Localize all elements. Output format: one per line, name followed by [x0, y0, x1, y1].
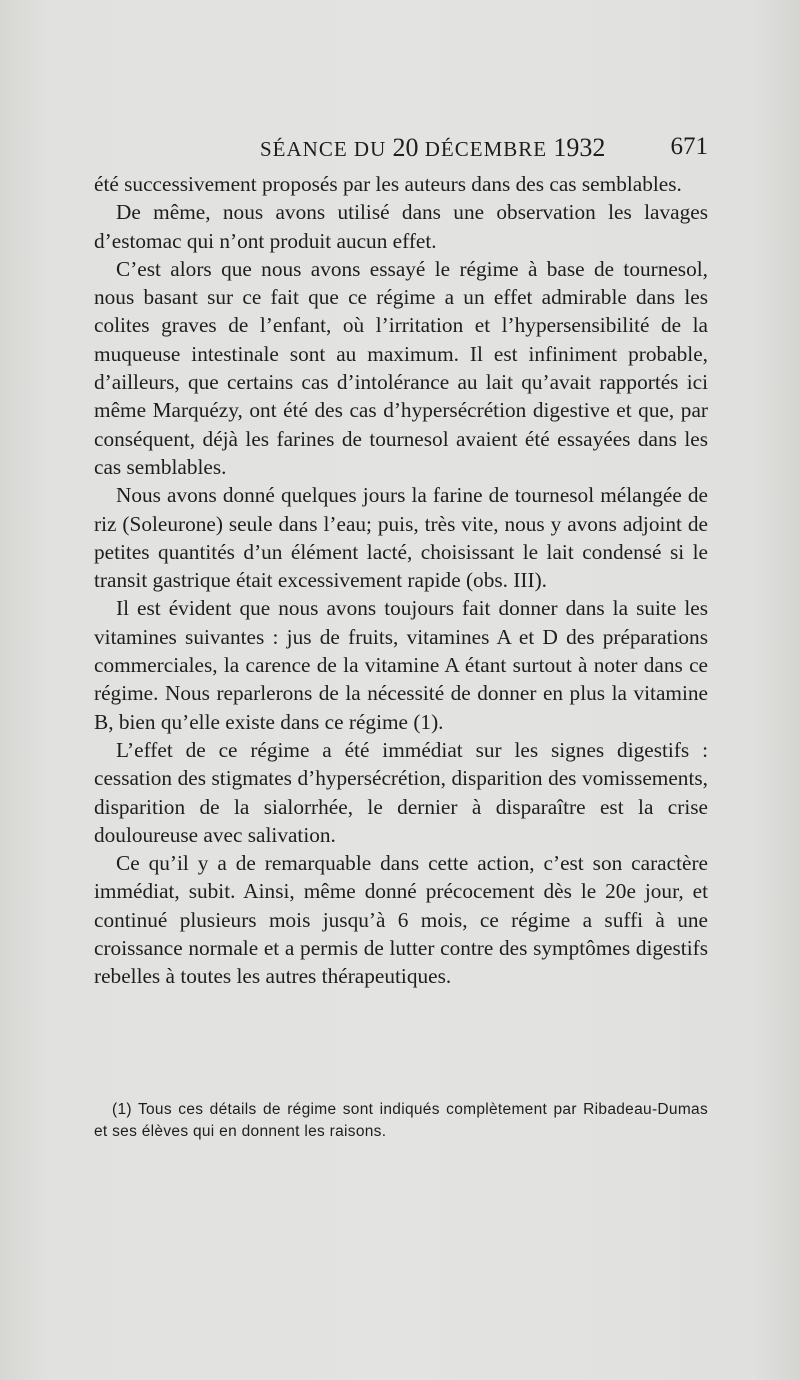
running-head	[260, 133, 605, 163]
running-head-month: DÉCEMBRE	[418, 137, 554, 161]
paragraph-2: De même, nous avons utilisé dans une observation les lavages d’estomac qui n’ont produit aucun effet.	[94, 200, 708, 253]
running-head-prefix: SÉANCE DU	[260, 137, 393, 161]
page-header	[94, 133, 708, 165]
running-head-year: 1932	[553, 133, 606, 162]
running-head-day: 20	[392, 133, 419, 162]
paragraph-7: Ce qu’il y a de remarquable dans cette action, c’est son caractère immédiat, subit. Ainsi, même donné précocement dès le 20e jour, et continué plusieurs mois jusqu’à 6 mois, ce régime a suffi à une croissance normale et a permis de lutter contre des symptômes digestifs rebelles à toutes les autres thérapeutiques.	[94, 851, 708, 989]
footnote	[94, 1099, 708, 1143]
paragraph-3: C’est alors que nous avons essayé le régime à base de tournesol, nous basant sur ce fait que ce régime a un effet admirable dans les colites graves de l’enfant, où l’irritation et l’hypersensibilité de la muqueuse intestinale sont au maximum. Il est infiniment probable, d’ailleurs, que certains cas d’intolérance au lait qu’avait rapportés ici même Marquézy, ont été des cas d’hypersécrétion digestive et que, par conséquent, déjà les farines de tournesol avaient été essayées dans les cas semblables.	[94, 256, 708, 479]
footnote-text: (1) Tous ces détails de régime sont indiqués complètement par Ribadeau-Dumas et ses élèves qui en donnent les raisons.	[94, 1101, 708, 1140]
paragraph-5: Il est évident que nous avons toujours fait donner dans la suite les vitamines suivantes : jus de fruits, vitamines A et D des préparations commerciales, la carence de la vitamine A étant surtout à noter dans ce régime. Nous reparlerons de la nécessité de donner en plus la vitamine B, bien qu’elle existe dans ce régime (1).	[94, 596, 708, 734]
page-number: 671	[670, 133, 708, 160]
paragraph-4: Nous avons donné quelques jours la farine de tournesol mélangée de riz (Soleurone) seule dans l’eau; puis, très vite, nous y avons adjoint de petites quantités d’un élément lacté, choisissant le lait condensé si le transit gastrique était excessivement rapide (obs. III).	[94, 483, 708, 593]
paragraph-1: été successivement proposés par les auteurs dans des cas semblables.	[94, 172, 682, 196]
paragraph-6: L’effet de ce régime a été immédiat sur les signes digestifs : cessation des stigmates d’hypersécrétion, disparition des vomissements, disparition de la sialorrhée, le dernier à disparaître est la crise douloureuse avec salivation.	[94, 737, 708, 847]
body-text	[94, 170, 708, 991]
